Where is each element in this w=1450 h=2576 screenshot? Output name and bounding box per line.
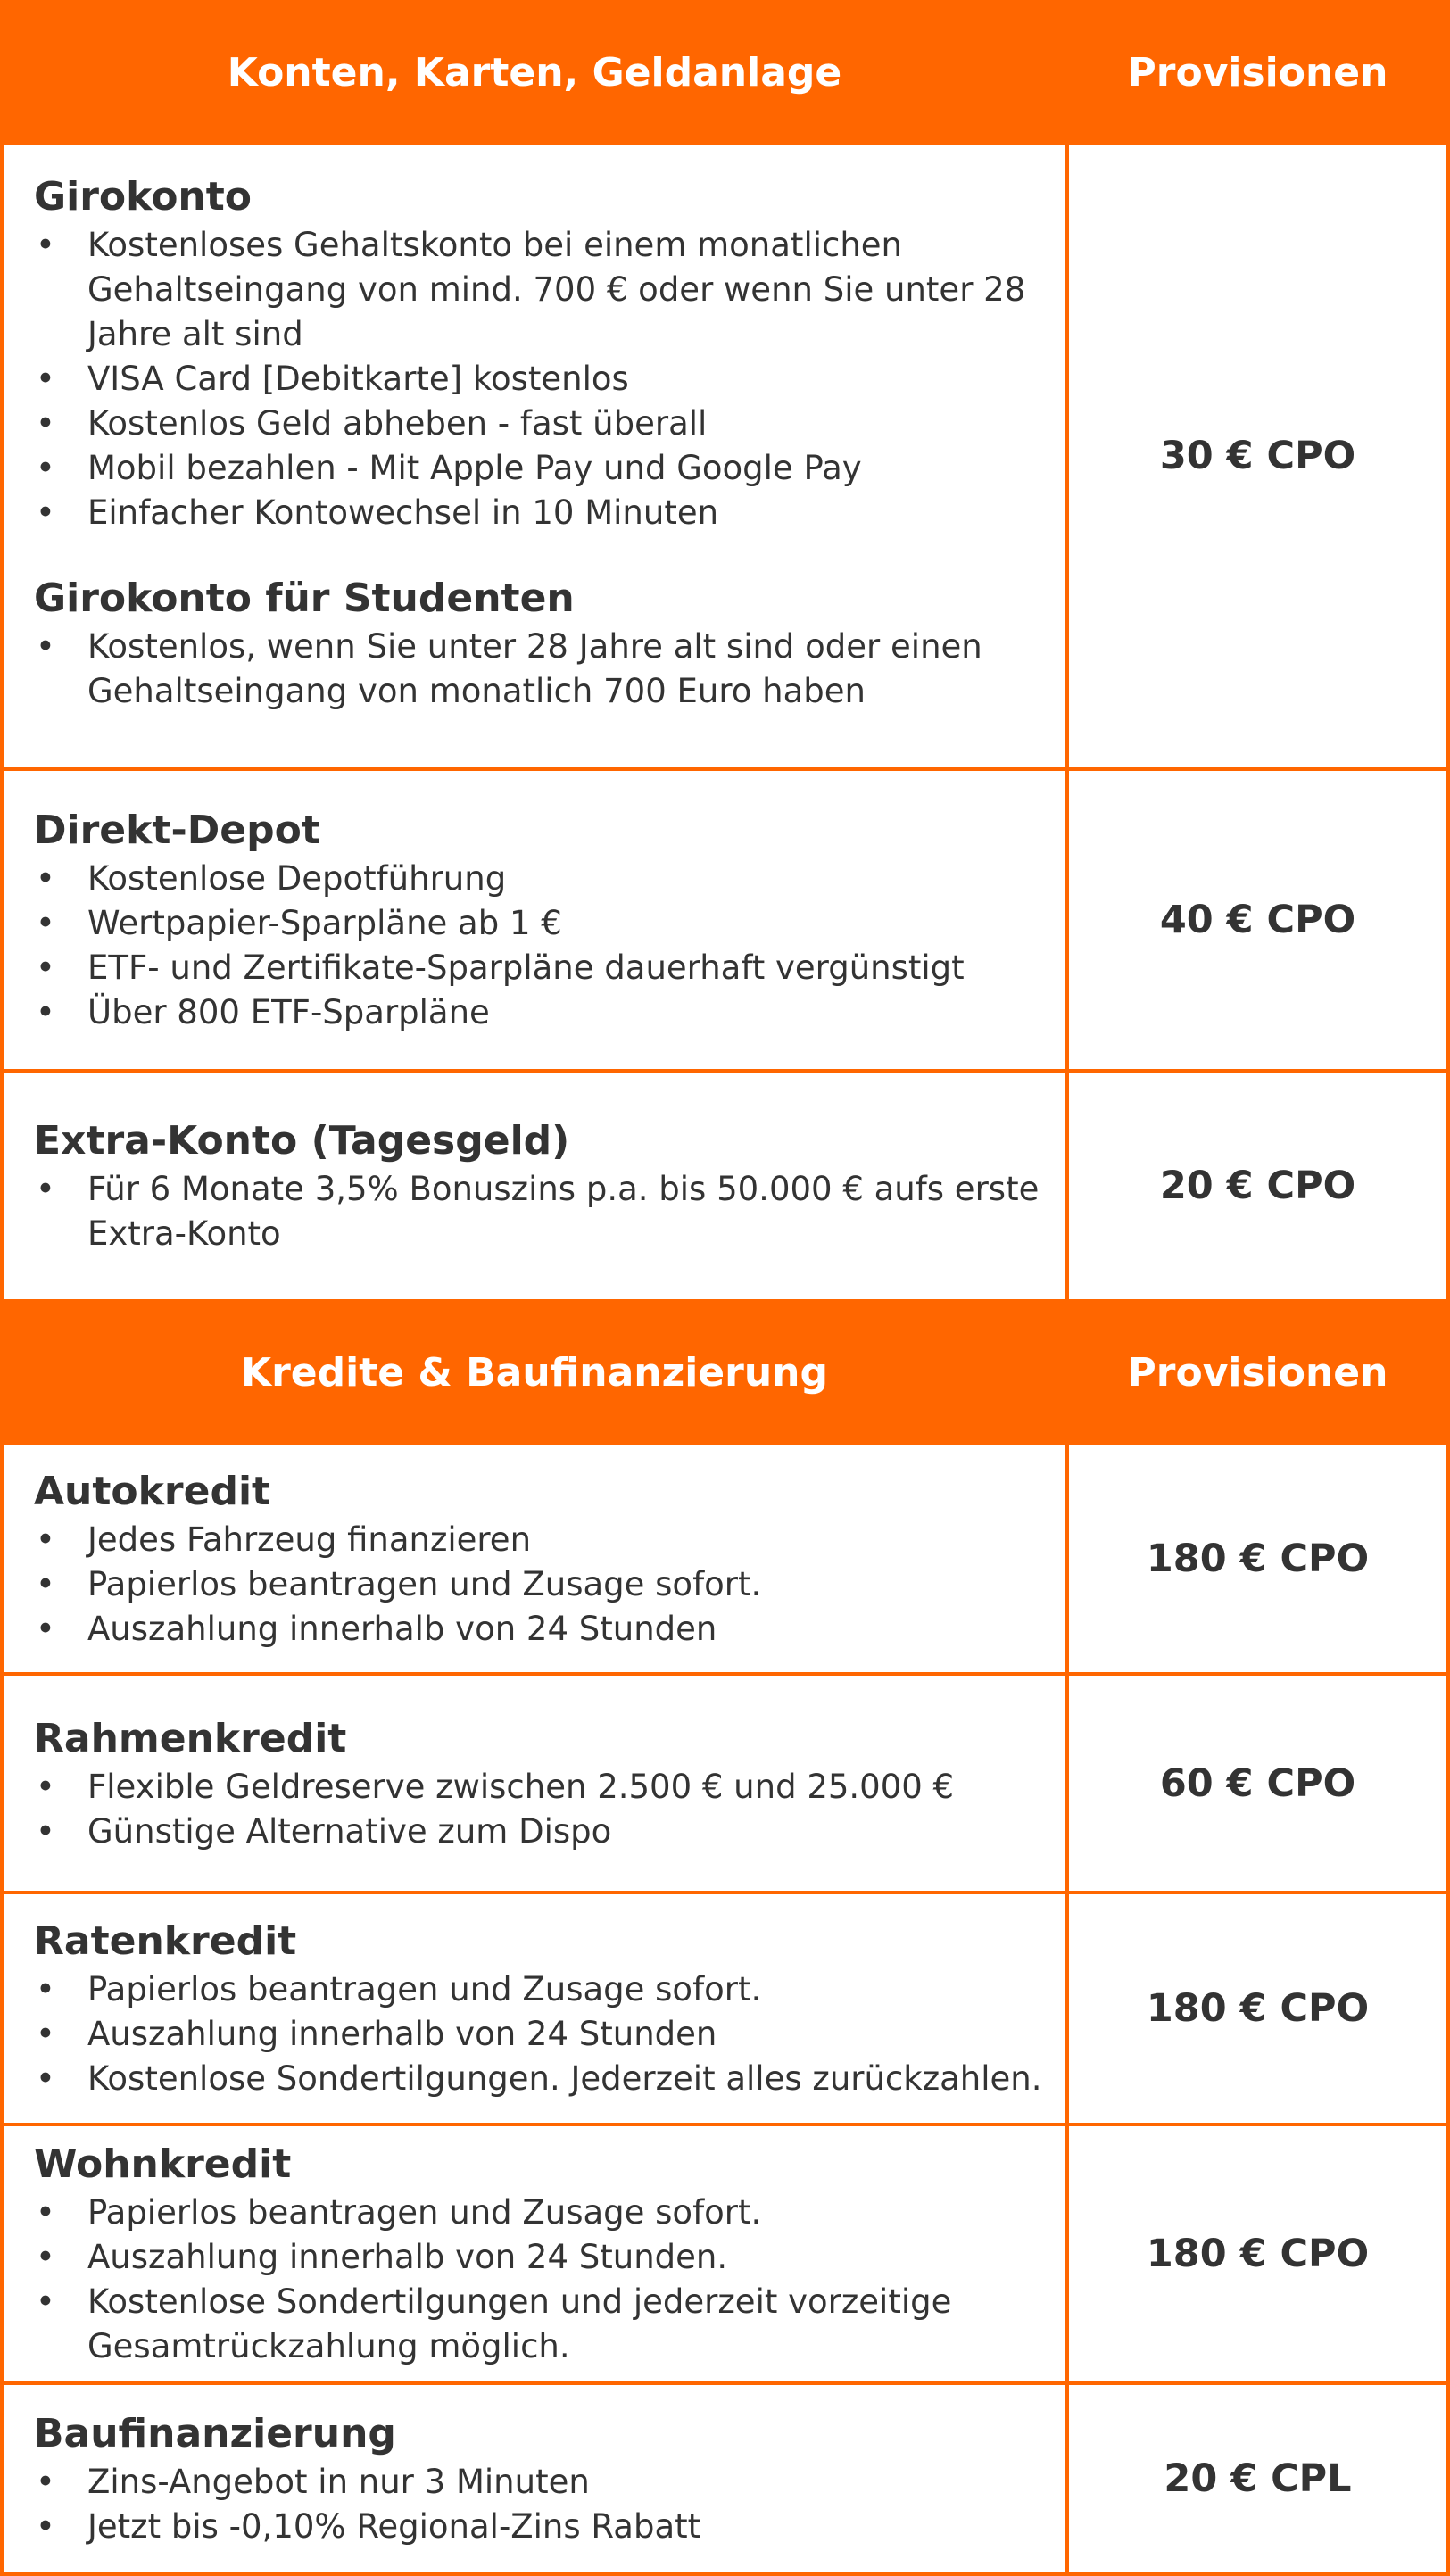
feature-item: • Mobil bezahlen - Mit Apple Pay und Google Pay [34,446,1048,491]
feature-list [34,223,1048,535]
bullet-icon: • [36,859,55,898]
product-row-direkt-depot [2,769,1448,1071]
bullet-icon: • [36,226,55,264]
product-details [2,2125,1067,2383]
bullet-icon: • [36,2507,55,2546]
bullet-icon: • [36,493,55,532]
section-title: Konten, Karten, Geldanlage [2,2,1067,143]
bullet-icon: • [36,1610,55,1648]
feature-item: • Über 800 ETF-Sparpläne [34,990,1048,1035]
product-row-girokonto [2,143,1448,769]
feature-item: • Wertpapier-Sparpläne ab 1 € [34,901,1048,946]
bullet-icon: • [36,627,55,666]
bullet-icon: • [36,2059,55,2098]
feature-list [34,1765,1048,1854]
provisions-header: Provisionen [1067,1301,1448,1444]
product-row-wohnkredit [2,2125,1448,2383]
bullet-icon: • [36,948,55,987]
bullet-icon: • [36,404,55,443]
bullet-icon: • [36,1520,55,1559]
product-title: Girokonto [34,174,253,219]
provision-value: 180 € CPO [1067,1893,1448,2125]
bullet-icon: • [36,360,55,398]
feature-item: • Jedes Fahrzeug finanzieren [34,1518,1048,1562]
feature-item: • Zins-Angebot in nur 3 Minuten [34,2460,1048,2505]
bullet-icon: • [36,2463,55,2501]
product-title: Baufinanzierung [34,2411,396,2456]
feature-item: • ETF- und Zertifikate-Sparpläne dauerhaft vergünstigt [34,946,1048,990]
feature-item: • Kostenloses Gehaltskonto bei einem monatlichen Gehaltseingang von mind. 700 € oder wenn Sie unter 28 Jahre alt sind [34,223,1048,357]
feature-item: • Kostenlose Depotführung [34,857,1048,901]
feature-item: • Flexible Geldreserve zwischen 2.500 € und 25.000 € [34,1765,1048,1810]
feature-list [34,2460,1048,2549]
feature-item: • Jetzt bis -0,10% Regional-Zins Rabatt [34,2505,1048,2549]
section-header-accounts [2,2,1448,143]
bullet-icon: • [36,2282,55,2321]
feature-list [34,857,1048,1035]
feature-item: • Kostenlose Sondertilgungen. Jederzeit alles zurückzahlen. [34,2057,1048,2101]
product-title: Ratenkredit [34,1918,297,1964]
bullet-icon: • [36,2193,55,2232]
product-details [2,143,1067,769]
product-row-rahmenkredit [2,1674,1448,1893]
product-subtitle: Girokonto für Studenten [34,576,575,621]
provision-value: 20 € CPO [1067,1071,1448,1301]
product-details [2,769,1067,1071]
feature-item: • Kostenlos Geld abheben - fast überall [34,402,1048,446]
section-title: Kredite & Baufinanzierung [2,1301,1067,1444]
feature-item: • Auszahlung innerhalb von 24 Stunden. [34,2235,1048,2280]
bullet-icon: • [36,1767,55,1806]
product-details [2,2383,1067,2574]
provision-value: 180 € CPO [1067,1444,1448,1674]
product-details [2,1674,1067,1893]
section-header-credits [2,1301,1448,1444]
feature-list [34,1167,1048,1256]
feature-list [34,1518,1048,1652]
provisions-header: Provisionen [1067,2,1448,143]
feature-item: • VISA Card [Debitkarte] kostenlos [34,357,1048,402]
provision-value: 20 € CPL [1067,2383,1448,2574]
feature-item: • Für 6 Monate 3,5% Bonuszins p.a. bis 50.000 € aufs erste Extra-Konto [34,1167,1048,1256]
feature-item: • Günstige Alternative zum Dispo [34,1810,1048,1854]
product-title: Wohnkredit [34,2141,292,2187]
bullet-icon: • [36,1170,55,1208]
bullet-icon: • [36,1970,55,2009]
feature-list [34,625,1048,714]
product-row-autokredit [2,1444,1448,1674]
feature-item: • Papierlos beantragen und Zusage sofort. [34,2191,1048,2235]
product-title: Extra-Konto (Tagesgeld) [34,1118,570,1164]
feature-item: • Papierlos beantragen und Zusage sofort. [34,1967,1048,2012]
feature-item: • Papierlos beantragen und Zusage sofort. [34,1562,1048,1607]
feature-item: • Kostenlose Sondertilgungen und jederzeit vorzeitige Gesamtrückzahlung möglich. [34,2280,1048,2369]
feature-item: • Einfacher Kontowechsel in 10 Minuten [34,491,1048,535]
feature-list [34,2191,1048,2369]
product-details [2,1071,1067,1301]
provision-value: 40 € CPO [1067,769,1448,1071]
feature-item: • Auszahlung innerhalb von 24 Stunden [34,1607,1048,1652]
provision-value: 30 € CPO [1067,143,1448,769]
product-details [2,1893,1067,2125]
product-row-extra-konto [2,1071,1448,1301]
feature-item: • Auszahlung innerhalb von 24 Stunden [34,2012,1048,2057]
product-title: Rahmenkredit [34,1715,347,1761]
bullet-icon: • [36,2015,55,2053]
bullet-icon: • [36,1811,55,1851]
provision-value: 180 € CPO [1067,2125,1448,2383]
product-row-baufinanzierung [2,2383,1448,2574]
product-details [2,1444,1067,1674]
bullet-icon: • [36,993,55,1031]
bullet-icon: • [36,449,55,487]
product-title: Direkt-Depot [34,808,320,853]
bullet-icon: • [36,904,55,942]
bullet-icon: • [36,2238,55,2276]
feature-item: • Kostenlos, wenn Sie unter 28 Jahre alt sind oder einen Gehaltseingang von monatlich 700 Euro haben [34,625,1048,714]
feature-list [34,1967,1048,2101]
product-row-ratenkredit [2,1893,1448,2125]
product-title: Autokredit [34,1469,271,1514]
provision-value: 60 € CPO [1067,1674,1448,1893]
bullet-icon: • [36,1565,55,1603]
